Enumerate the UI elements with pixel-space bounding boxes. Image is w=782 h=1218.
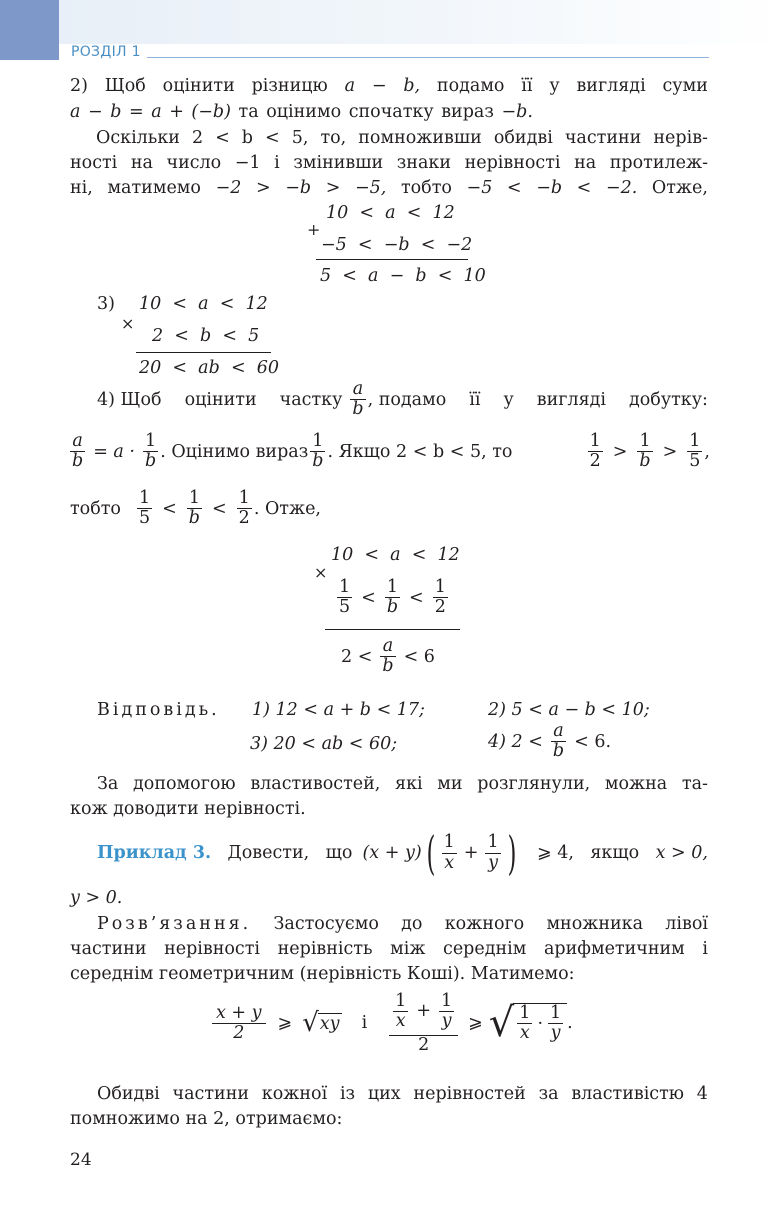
fraction: $\frac{1}{b}$ [386, 577, 399, 618]
times-sign: × [314, 563, 328, 582]
solution-line1: Розв’язання. Застосуємо до кожного множника лівої [97, 914, 708, 934]
header-rule [147, 57, 709, 58]
system-result: 2 < $\frac{a}{b}$ < 6 [341, 636, 435, 677]
system-result: 5 < a − b < 10 [320, 266, 486, 286]
header-band [0, 0, 782, 44]
remark-line1: За допомогою властивостей, які ми розглянули, можна та- [97, 774, 708, 794]
answer-item: 4) 2 < $\frac{a}{b}$ < 6. [488, 721, 612, 762]
fraction: $\frac{1}{y}$ [487, 832, 499, 873]
part4-line3: тобто $\frac{1}{5}$ < $\frac{1}{b}$ < $\frac{1}{2}$ . Отже, [70, 488, 321, 529]
fraction: $\frac{x + y}{2}$ [212, 1004, 266, 1044]
part2-line1: 2) Щоб оцінити різницю a − b, подамо її у вигляді суми [70, 76, 708, 96]
fraction: $\frac{a}{b}$ [552, 721, 565, 762]
part2-line5: ні, матимемо −2 > −b > −5, тобто −5 < −b < −2. Отже, [70, 178, 708, 198]
fraction: $\frac{1}{b}$ [188, 488, 200, 529]
plus-sign: + [307, 220, 321, 239]
system-row: $\frac{1}{5}$ < $\frac{1}{b}$ < $\frac{1}{2}$ [339, 577, 446, 618]
part4-line1: 4) Щоб оцінити частку $\frac{a}{b}$ , подамо її у вигляді добутку: [97, 379, 708, 420]
sum-rule [316, 259, 468, 260]
solution-line3: середнім геометричним (нерівність Коші). Матимемо: [70, 964, 575, 984]
fraction: $\frac{1}{x}$ [443, 832, 455, 873]
fraction: $\frac{1}{5}$ [138, 488, 151, 529]
fraction: $\frac{1}{b}$ [639, 431, 651, 472]
section-label: РОЗДІЛ 1 [71, 44, 141, 60]
fraction: $\frac{1}{b}$ [145, 431, 157, 472]
cauchy-inequalities: $\frac{x + y}{2}$ ⩾ √ xy і $\frac{1}{x}$ + $\frac{1}{y}$ 2 ⩾ √ $\frac{1}{x}$ · $\frac{1}{y}$ . [210, 992, 573, 1055]
answer-item: 1) 12 < a + b < 17; [252, 700, 425, 720]
system-row: −5 < −b < −2 [321, 235, 473, 255]
fraction: $\frac{1}{2}$ [238, 488, 250, 529]
answer-item: 2) 5 < a − b < 10; [488, 700, 650, 720]
fraction: $\frac{a}{b}$ [352, 379, 364, 420]
answer-label: Відповідь. [97, 700, 220, 720]
fraction: $\frac{1}{b}$ [312, 431, 324, 472]
chapter-marker [0, 0, 59, 60]
closing-line1: Обидві частини кожної із цих нерівностей за властивістю 4 [97, 1084, 708, 1104]
sqrt-icon: √ [302, 1008, 319, 1039]
example-title: Приклад 3. [97, 843, 212, 863]
page-number: 24 [70, 1150, 92, 1170]
closing-line2: помножимо на 2, отримаємо: [70, 1109, 343, 1129]
solution-line2: частини нерівності нерівність між середнім арифметичним і [70, 939, 708, 959]
remark-line2: кож доводити нерівності. [70, 799, 306, 819]
part2-line4: ності на число −1 і змінивши знаки нерівності на протилеж- [70, 153, 708, 173]
fraction: $\frac{1}{2}$ [589, 431, 601, 472]
part3-label: 3) [97, 294, 115, 314]
system-row: 10 < a < 12 [331, 545, 460, 565]
example-condition: y > 0. [70, 888, 123, 908]
system-row: 10 < a < 12 [326, 203, 455, 223]
system-row: 10 < a < 12 [139, 294, 268, 314]
fraction: $\frac{a}{b}$ [72, 431, 84, 472]
system-result: 20 < ab < 60 [139, 358, 279, 378]
fraction: $\frac{1}{5}$ [689, 431, 701, 472]
part2-line3: Оскільки 2 < b < 5, то, помноживши обидві частини нерів- [96, 128, 708, 148]
example-statement: Приклад 3. Довести, що (x + y) ( $\frac{1}{x}$ + $\frac{1}{y}$ ) ⩾ 4, якщо x > 0, [97, 826, 708, 880]
product-rule [136, 352, 271, 353]
fraction: $\frac{1}{2}$ [434, 577, 446, 618]
fraction: $\frac{1}{x}$ + $\frac{1}{y}$ 2 [389, 992, 458, 1055]
fraction: $\frac{a}{b}$ [382, 636, 394, 677]
part4-line2: $\frac{a}{b}$ = a · $\frac{1}{b}$ . Оцінимо вираз $\frac{1}{b}$ . Якщо 2 < b < 5, то $\frac{1}{2}$ > $\frac{1}{b}$ > $\frac{1}{5}$ , [72, 431, 710, 472]
system-row: 2 < b < 5 [152, 326, 260, 346]
fraction: $\frac{1}{5}$ [339, 577, 351, 618]
part2-line2: a − b = a + (−b) та оцінимо спочатку вираз −b. [70, 102, 533, 122]
product-rule [325, 629, 460, 630]
sqrt-icon: √ [488, 1000, 515, 1047]
answer-item: 3) 20 < ab < 60; [250, 734, 398, 754]
times-sign: × [121, 314, 135, 333]
